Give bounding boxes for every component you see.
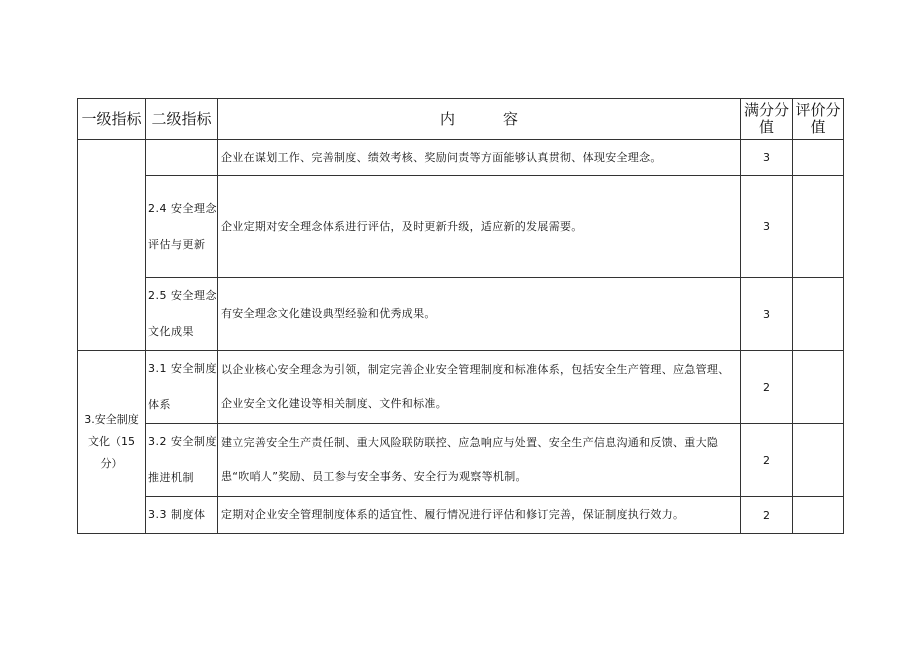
level2-cell: 3.3 制度体 [146,497,218,534]
eval-cell [793,140,844,176]
score-cell: 2 [741,351,793,424]
content-cell: 企业在谋划工作、完善制度、绩效考核、奖励问责等方面能够认真贯彻、体现安全理念。 [218,140,741,176]
score-cell: 3 [741,140,793,176]
table-row [78,278,844,351]
eval-cell [793,278,844,351]
score-cell: 2 [741,424,793,497]
table-row [78,140,844,176]
level1-cell: 3.安全制度文化（15 分） [78,351,146,534]
header-eval-score: 评价分值 [793,99,844,140]
table-row [78,176,844,278]
header-level1: 一级指标 [78,99,146,140]
level2-cell: 3.2 安全制度推进机制 [146,424,218,497]
score-cell: 3 [741,278,793,351]
eval-cell [793,351,844,424]
table-row [78,351,844,424]
eval-cell [793,424,844,497]
level2-cell [146,140,218,176]
header-level2: 二级指标 [146,99,218,140]
content-cell: 企业定期对安全理念体系进行评估，及时更新升级，适应新的发展需要。 [218,176,741,278]
level2-cell: 2.4 安全理念评估与更新 [146,176,218,278]
eval-cell [793,176,844,278]
content-cell: 以企业核心安全理念为引领，制定完善企业安全管理制度和标准体系，包括安全生产管理、应急管理、企业安全文化建设等相关制度、文件和标准。 [218,351,741,424]
content-cell: 建立完善安全生产责任制、重大风险联防联控、应急响应与处置、安全生产信息沟通和反馈、重大隐患“吹哨人”奖励、员工参与安全事务、安全行为观察等机制。 [218,424,741,497]
content-cell: 定期对企业安全管理制度体系的适宜性、履行情况进行评估和修订完善，保证制度执行效力。 [218,497,741,534]
header-full-score: 满分分值 [741,99,793,140]
level1-cell-empty [78,140,146,351]
level2-cell: 2.5 安全理念文化成果 [146,278,218,351]
eval-cell [793,497,844,534]
header-content: 内容 [218,99,741,140]
header-row [78,99,844,140]
score-cell: 2 [741,497,793,534]
score-cell: 3 [741,176,793,278]
evaluation-table [77,98,844,534]
table-row [78,424,844,497]
level2-cell: 3.1 安全制度体系 [146,351,218,424]
table-row [78,497,844,534]
content-cell: 有安全理念文化建设典型经验和优秀成果。 [218,278,741,351]
